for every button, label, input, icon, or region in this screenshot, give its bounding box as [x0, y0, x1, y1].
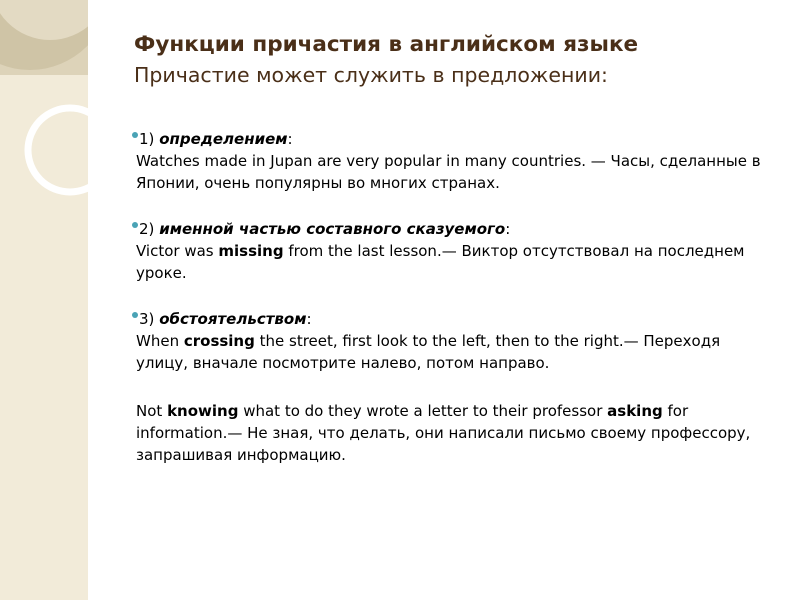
list-item [136, 218, 776, 284]
decorative-side-panel [0, 0, 88, 600]
item-term: именной частью составного сказуемого [159, 220, 506, 238]
slide-content [136, 128, 776, 466]
example-text-pre: Victor was [136, 242, 219, 260]
example-text-part: Not [136, 402, 168, 420]
item-heading [132, 128, 776, 150]
example-text: Watches made in Jupan are very popular in many countries. — Часы, сделанные в Японии, очень популярны во многих странах. [136, 152, 761, 192]
slide-title: Функции причастия в английском языке [134, 32, 639, 57]
example-text-part: what to do they wrote a letter to their professor [238, 402, 608, 420]
item-colon: : [287, 130, 293, 148]
item-number: 2) [139, 220, 155, 238]
example-text-part: for information.— Не зная, что делать, они написали письмо своему профессору, запрашивая информацию. [136, 402, 751, 464]
slide-title-block [134, 30, 774, 90]
item-term: обстоятельством [159, 310, 307, 328]
bullet-icon [132, 222, 138, 228]
item-colon: : [505, 220, 511, 238]
item-number: 1) [139, 130, 155, 148]
item-example [136, 150, 776, 194]
example-participle: asking [607, 402, 663, 420]
slide-subtitle: Причастие может служить в предложении: [134, 63, 608, 87]
decorative-circles [0, 0, 88, 600]
item-colon: : [306, 310, 312, 328]
example-text-pre: When [136, 332, 184, 350]
example-participle: knowing [167, 402, 239, 420]
list-item [136, 308, 776, 374]
example-text-post: the street, first look to the left, then to the right.— Переходя улицу, вначале посмотрите налево, потом направо. [136, 332, 721, 372]
bullet-icon [132, 312, 138, 318]
example-text-post: from the last lesson.— Виктор отсутствовал на последнем уроке. [136, 242, 745, 282]
item-example [136, 240, 776, 284]
item-heading [132, 218, 776, 240]
example-participle: crossing [183, 332, 255, 350]
bullet-icon [132, 132, 138, 138]
item-term: определением [159, 130, 288, 148]
extra-example [136, 400, 776, 466]
item-number: 3) [139, 310, 155, 328]
item-example [136, 330, 776, 374]
example-participle: missing [218, 242, 284, 260]
list-item [136, 128, 776, 194]
item-heading [132, 308, 776, 330]
